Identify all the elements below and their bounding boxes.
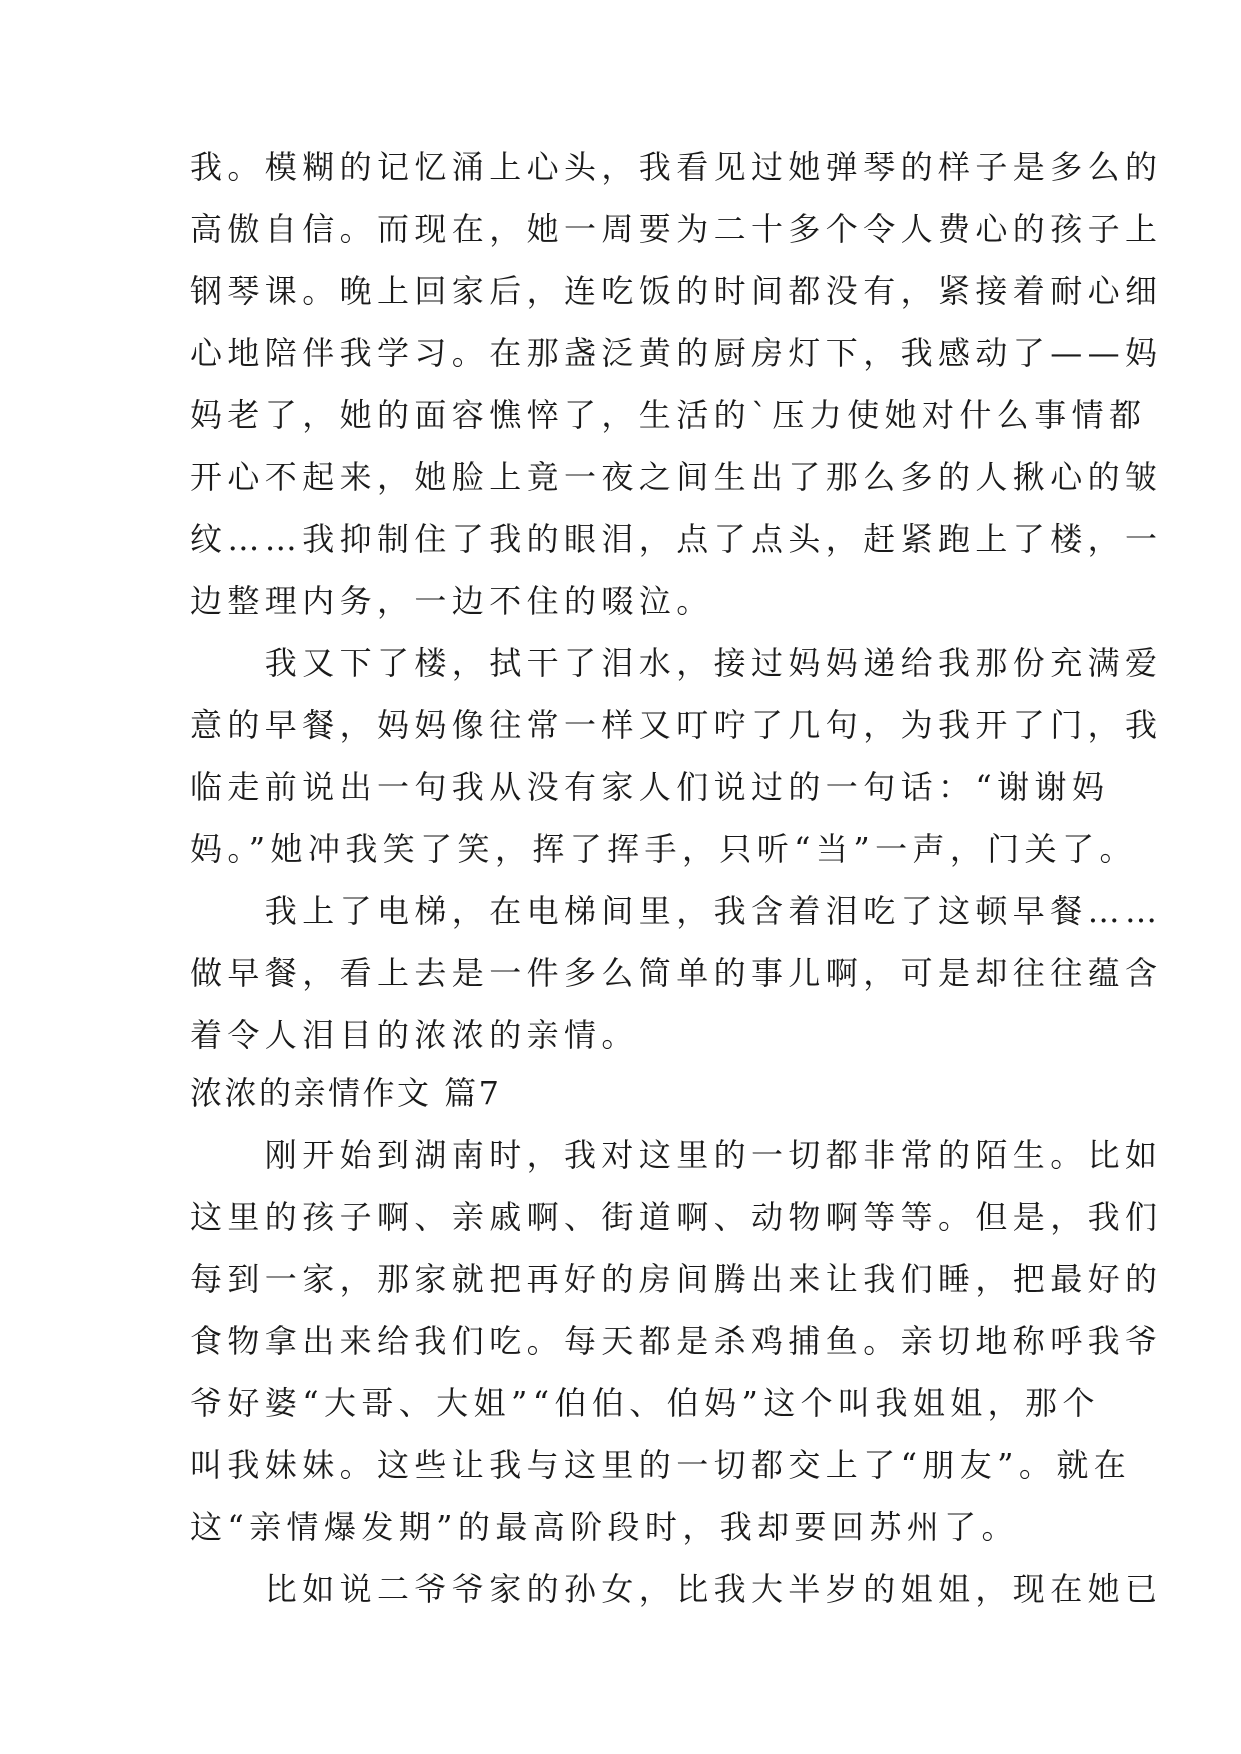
body-text-line: 我。模糊的记忆涌上心头，我看见过她弹琴的样子是多么的: [190, 148, 1163, 186]
body-text-line: 妈老了，她的面容憔悴了，生活的`压力使她对什么事情都: [190, 396, 1147, 434]
body-text-line: 做早餐，看上去是一件多么简单的事儿啊，可是却往往蕴含: [190, 954, 1163, 992]
body-text-line: 这“亲情爆发期”的最高阶段时，我却要回苏州了。: [190, 1508, 1019, 1546]
body-text-line: 钢琴课。晚上回家后，连吃饭的时间都没有，紧接着耐心细: [190, 272, 1163, 310]
body-text-line: 我又下了楼，拭干了泪水，接过妈妈递给我那份充满爱: [190, 644, 1163, 682]
section-heading: 浓浓的亲情作文 篇7: [190, 1074, 502, 1112]
body-text-line: 着令人泪目的浓浓的亲情。: [190, 1016, 639, 1054]
body-text-line: 妈。”她冲我笑了笑，挥了挥手，只听“当”一声，门关了。: [190, 830, 1137, 868]
body-text-line: 心地陪伴我学习。在那盏泛黄的厨房灯下，我感动了——妈: [190, 334, 1163, 372]
body-text-line: 临走前说出一句我从没有家人们说过的一句话：“谢谢妈: [190, 768, 1110, 806]
body-text-line: 比如说二爷爷家的孙女，比我大半岁的姐姐，现在她已: [190, 1570, 1163, 1608]
body-text-line: 意的早餐，妈妈像往常一样又叮咛了几句，为我开了门，我: [190, 706, 1163, 744]
body-text-line: 每到一家，那家就把再好的房间腾出来让我们睡，把最好的: [190, 1260, 1163, 1298]
body-text-line: 叫我妹妹。这些让我与这里的一切都交上了“朋友”。就在: [190, 1446, 1132, 1484]
body-text-line: 高傲自信。而现在，她一周要为二十多个令人费心的孩子上: [190, 210, 1163, 248]
body-text-line: 食物拿出来给我们吃。每天都是杀鸡捕鱼。亲切地称呼我爷: [190, 1322, 1163, 1360]
body-text-line: 边整理内务，一边不住的啜泣。: [190, 582, 714, 620]
body-text-line: 这里的孩子啊、亲戚啊、街道啊、动物啊等等。但是，我们: [190, 1198, 1163, 1236]
body-text-line: 刚开始到湖南时，我对这里的一切都非常的陌生。比如: [190, 1136, 1163, 1174]
body-text-line: 我上了电梯，在电梯间里，我含着泪吃了这顿早餐……: [190, 892, 1163, 930]
body-text-line: 爷好婆“大哥、大姐”“伯伯、伯妈”这个叫我姐姐，那个: [190, 1384, 1100, 1422]
body-text-line: 开心不起来，她脸上竟一夜之间生出了那么多的人揪心的皱: [190, 458, 1163, 496]
body-text-line: 纹……我抑制住了我的眼泪，点了点头，赶紧跑上了楼，一: [190, 520, 1163, 558]
